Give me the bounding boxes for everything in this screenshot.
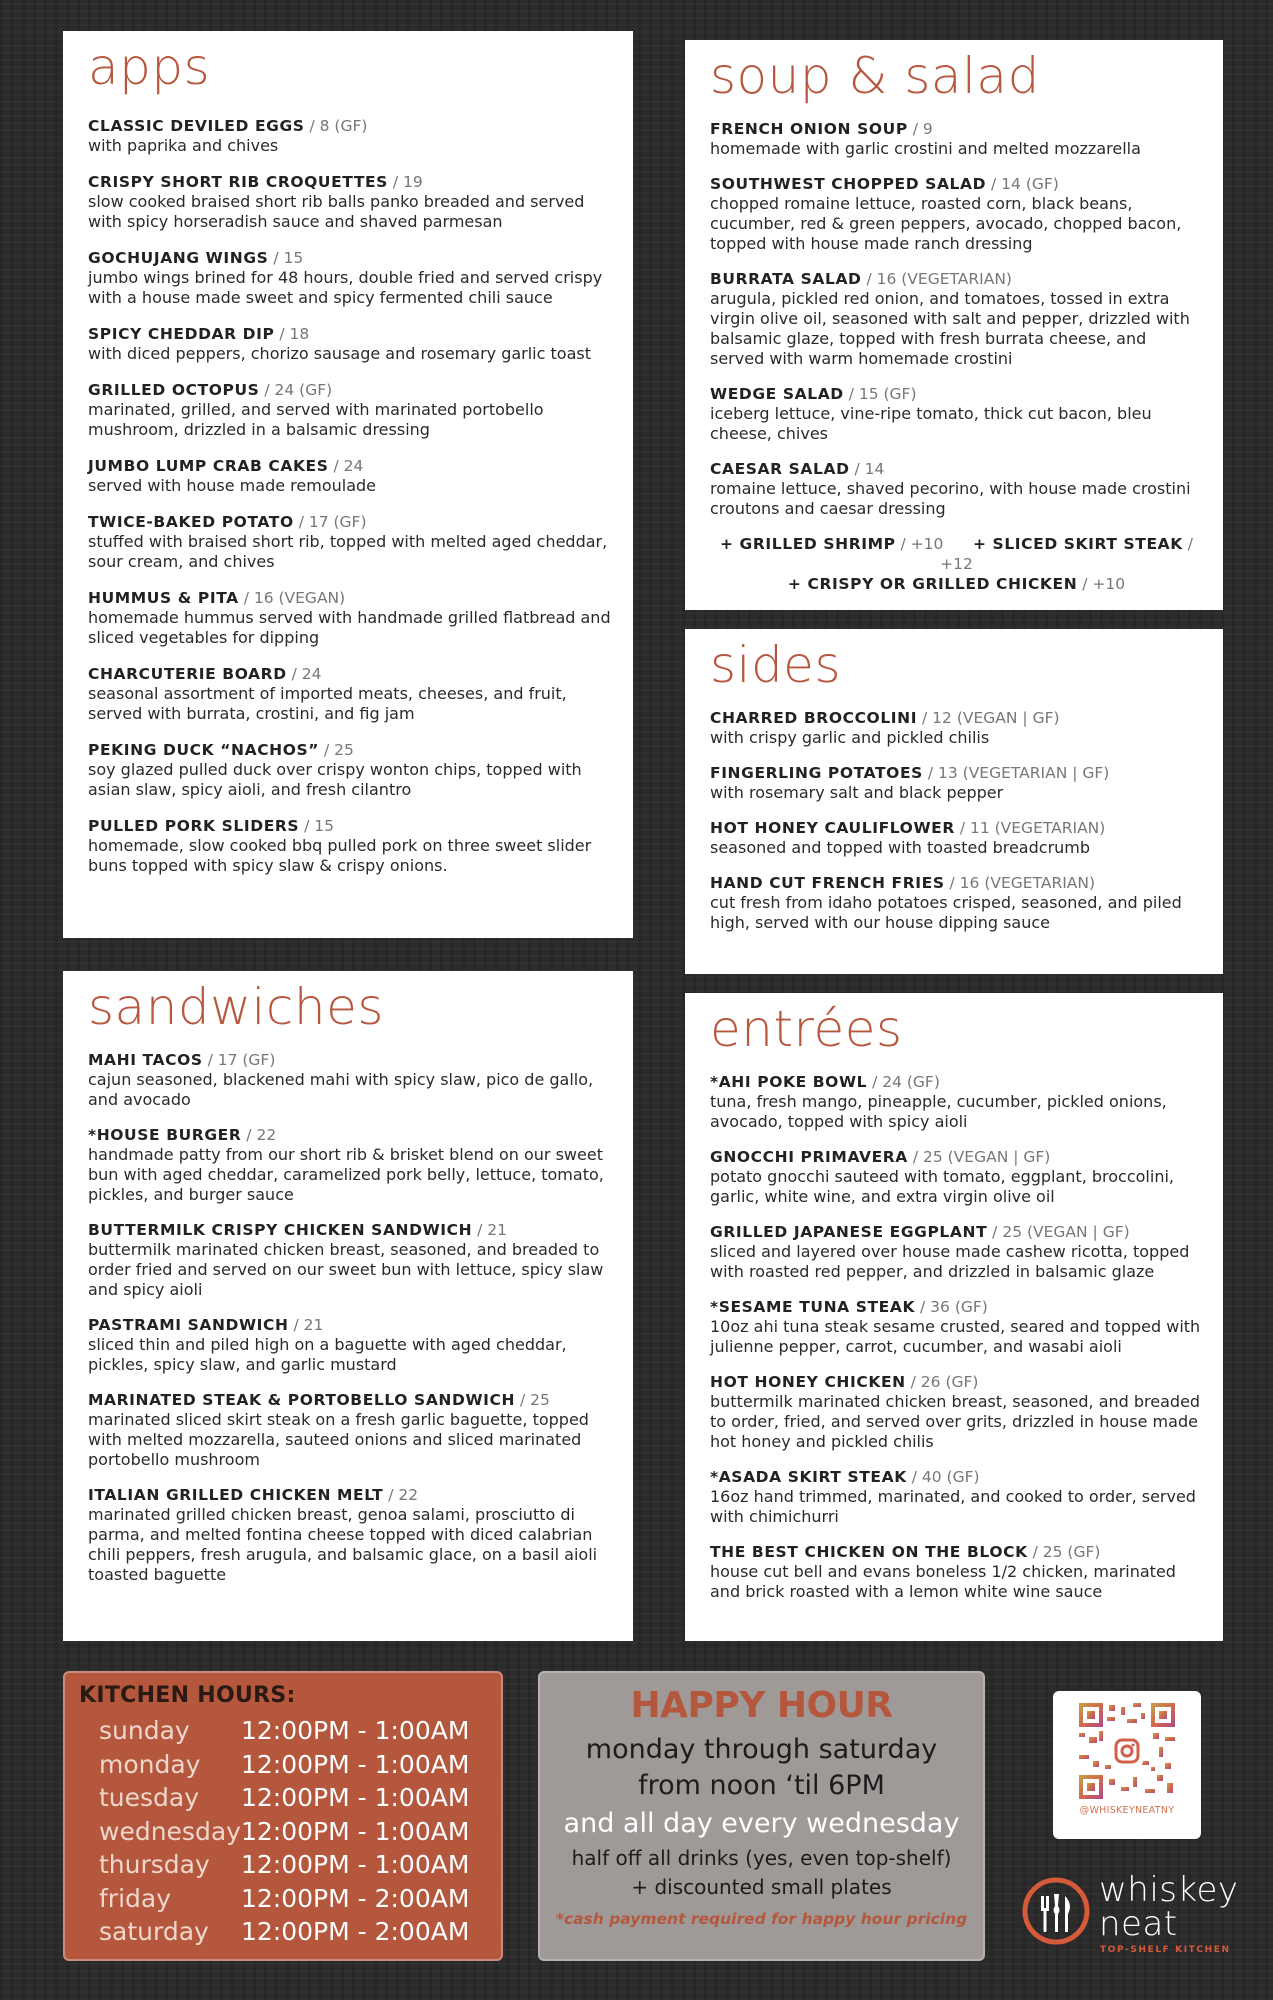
happy-hour-wednesday: and all day every wednesday bbox=[563, 1808, 960, 1839]
entrees-list bbox=[710, 1072, 1203, 1602]
kitchen-hours-time: 12:00PM - 1:00AM bbox=[241, 1850, 470, 1879]
menu-item-name: TWICE-BAKED POTATO bbox=[88, 512, 294, 531]
logo-wordmark-2: neat bbox=[1099, 1904, 1178, 1944]
logo-utensils-icon bbox=[1021, 1876, 1091, 1946]
happy-hour-title: HAPPY HOUR bbox=[630, 1685, 893, 1726]
menu-item-price: / 11 (VEGETARIAN) bbox=[954, 818, 1106, 837]
menu-item-price: / 24 (GF) bbox=[867, 1072, 940, 1091]
menu-item-description: tuna, fresh mango, pineapple, cucumber, pickled onions, avocado, topped with spicy aioli bbox=[710, 1091, 1167, 1131]
kitchen-hours-title: KITCHEN HOURS: bbox=[79, 1683, 296, 1708]
kitchen-hours-time: 12:00PM - 1:00AM bbox=[241, 1716, 470, 1745]
menu-item-price: / 16 (VEGAN) bbox=[238, 588, 346, 607]
menu-item-price: / 25 bbox=[319, 740, 354, 759]
menu-item-header bbox=[710, 1147, 1203, 1167]
menu-item-description: with rosemary salt and black pepper bbox=[710, 782, 1004, 802]
menu-item-name: HUMMUS & PITA bbox=[88, 588, 239, 607]
menu-item-description: sliced thin and piled high on a baguette with aged cheddar, pickles, spicy slaw, and garlic mustard bbox=[88, 1334, 567, 1374]
menu-item-price: / 24 bbox=[286, 664, 322, 683]
kitchen-hours-day: thursday bbox=[99, 1850, 210, 1879]
happy-hour-box bbox=[538, 1671, 985, 1961]
addon-price: / +10 bbox=[1077, 574, 1126, 593]
menu-item-name: GNOCCHI PRIMAVERA bbox=[710, 1147, 908, 1166]
menu-item-description: 16oz hand trimmed, marinated, and cooked to order, served with chimichurri bbox=[710, 1486, 1196, 1526]
menu-item-name: SOUTHWEST CHOPPED SALAD bbox=[710, 174, 987, 193]
menu-item-header bbox=[88, 1125, 613, 1145]
sides-title: sides bbox=[710, 636, 841, 694]
menu-item-price: / 25 (VEGAN | GF) bbox=[907, 1147, 1051, 1166]
kitchen-hours-list bbox=[79, 1714, 487, 1949]
happy-hour-days: monday through saturday bbox=[585, 1734, 938, 1765]
kitchen-hours-time: 12:00PM - 1:00AM bbox=[241, 1783, 470, 1812]
menu-item-price: / 9 bbox=[907, 119, 933, 138]
menu-item bbox=[88, 380, 613, 440]
menu-item-header bbox=[710, 1072, 1203, 1092]
happy-hour-time: from noon ‘til 6PM bbox=[638, 1770, 885, 1801]
kitchen-hours-row bbox=[79, 1882, 487, 1916]
menu-item-header bbox=[710, 873, 1203, 893]
menu-item-name: CRISPY SHORT RIB CROQUETTES bbox=[88, 172, 388, 191]
menu-item-header bbox=[88, 664, 613, 684]
addon-name: + GRILLED SHRIMP bbox=[719, 534, 896, 553]
menu-item bbox=[710, 1297, 1203, 1357]
sandwiches-list bbox=[88, 1050, 613, 1585]
menu-item-price: / 12 (VEGAN | GF) bbox=[917, 708, 1060, 727]
salad-addons bbox=[710, 534, 1203, 594]
menu-item-description: stuffed with braised short rib, topped with melted aged cheddar, sour cream, and chives bbox=[88, 531, 608, 571]
menu-item-price: / 15 (GF) bbox=[843, 384, 917, 403]
soup-salad-panel bbox=[685, 40, 1223, 610]
menu-item-header bbox=[88, 116, 613, 136]
menu-item-description: potato gnocchi sauteed with tomato, eggplant, broccolini, garlic, white wine, and extra virgin olive oil bbox=[710, 1166, 1174, 1206]
soup-salad-title: soup & salad bbox=[710, 47, 1040, 105]
menu-item bbox=[710, 873, 1203, 933]
menu-item-price: / 14 (GF) bbox=[986, 174, 1059, 193]
logo-wordmark-1: whiskey bbox=[1099, 1870, 1239, 1910]
menu-item-price: / 18 bbox=[274, 324, 310, 343]
menu-item-name: PULLED PORK SLIDERS bbox=[88, 816, 300, 835]
menu-item-name: FINGERLING POTATOES bbox=[710, 763, 923, 782]
menu-item-name: THE BEST CHICKEN ON THE BLOCK bbox=[710, 1542, 1028, 1561]
menu-item-header bbox=[710, 269, 1203, 289]
kitchen-hours-day: tuesday bbox=[99, 1783, 200, 1812]
menu-item bbox=[88, 1125, 613, 1205]
menu-item bbox=[88, 324, 613, 364]
menu-item-name: PEKING DUCK “NACHOS” bbox=[88, 740, 320, 759]
menu-item-header bbox=[88, 248, 613, 268]
menu-item-price: / 8 (GF) bbox=[304, 116, 368, 135]
menu-item-name: MARINATED STEAK & PORTOBELLO SANDWICH bbox=[88, 1390, 516, 1409]
kitchen-hours-time: 12:00PM - 2:00AM bbox=[241, 1883, 470, 1913]
menu-item-header bbox=[710, 1222, 1203, 1242]
menu-item bbox=[710, 1147, 1203, 1207]
menu-item-description: homemade, slow cooked bbq pulled pork on three sweet slider buns topped with spicy slaw & crispy onions. bbox=[88, 835, 592, 875]
menu-item-header bbox=[88, 1050, 613, 1070]
addon-name: + SLICED SKIRT STEAK bbox=[972, 534, 1183, 553]
menu-item-name: *SESAME TUNA STEAK bbox=[710, 1297, 916, 1316]
menu-item-description: seasonal assortment of imported meats, cheeses, and fruit, served with burrata, crostini, and fig jam bbox=[88, 683, 567, 723]
menu-item-price: / 26 (GF) bbox=[905, 1372, 979, 1391]
menu-item-price: / 24 bbox=[328, 456, 364, 475]
menu-item-price: / 25 bbox=[515, 1390, 550, 1409]
soup-salad-list bbox=[710, 119, 1203, 519]
menu-item-header bbox=[710, 708, 1203, 728]
menu-item bbox=[88, 1485, 613, 1585]
menu-item-name: JUMBO LUMP CRAB CAKES bbox=[88, 456, 329, 475]
menu-item-description: seasoned and topped with toasted breadcrumb bbox=[710, 837, 1091, 857]
menu-item-price: / 25 (VEGAN | GF) bbox=[987, 1222, 1130, 1241]
menu-item-description: with paprika and chives bbox=[88, 135, 279, 155]
menu-item bbox=[88, 512, 613, 572]
menu-item bbox=[710, 708, 1203, 748]
menu-item-description: homemade with garlic crostini and melted mozzarella bbox=[710, 138, 1141, 158]
menu-item-name: *HOUSE BURGER bbox=[88, 1125, 242, 1144]
menu-item-name: *ASADA SKIRT STEAK bbox=[710, 1467, 907, 1486]
menu-item-name: BURRATA SALAD bbox=[710, 269, 862, 288]
menu-item bbox=[88, 740, 613, 800]
menu-item-header bbox=[88, 172, 613, 192]
menu-item-name: GRILLED OCTOPUS bbox=[88, 380, 260, 399]
menu-item-description: cut fresh from idaho potatoes crisped, seasoned, and piled high, served with our house dipping sauce bbox=[710, 892, 1182, 932]
menu-item-header bbox=[710, 1372, 1203, 1392]
menu-item-description: buttermilk marinated chicken breast, seasoned, and breaded to order, fried, and served over grits, drizzled in house made hot honey and pickled chilis bbox=[710, 1391, 1201, 1451]
menu-item-description: with diced peppers, chorizo sausage and rosemary garlic toast bbox=[88, 343, 591, 363]
menu-item bbox=[88, 1315, 613, 1375]
menu-item-price: / 14 bbox=[849, 459, 885, 478]
menu-item-price: / 21 bbox=[472, 1220, 508, 1239]
menu-item-description: homemade hummus served with handmade grilled flatbread and sliced vegetables for dipping bbox=[88, 607, 611, 647]
menu-item-header bbox=[88, 740, 613, 760]
menu-item-name: HOT HONEY CAULIFLOWER bbox=[710, 818, 955, 837]
addons-row-1 bbox=[710, 534, 1203, 574]
apps-panel bbox=[63, 31, 633, 938]
menu-item-name: GOCHUJANG WINGS bbox=[88, 248, 269, 267]
menu-item-header bbox=[710, 384, 1203, 404]
menu-item bbox=[710, 384, 1203, 444]
menu-item-price: / 25 (GF) bbox=[1027, 1542, 1101, 1561]
menu-item-name: BUTTERMILK CRISPY CHICKEN SANDWICH bbox=[88, 1220, 473, 1239]
menu-item-description: arugula, pickled red onion, and tomatoes, tossed in extra virgin olive oil, seasoned with salt and pepper, drizzled with balsamic glaze, topped with fresh burrata cheese, and served with warm homemade crostini bbox=[710, 288, 1190, 368]
menu-item-price: / 13 (VEGETARIAN | GF) bbox=[922, 763, 1110, 782]
menu-item-name: *AHI POKE BOWL bbox=[710, 1072, 868, 1091]
menu-item-header bbox=[88, 1390, 613, 1410]
menu-item-header bbox=[88, 1220, 613, 1240]
menu-item-description: with crispy garlic and pickled chilis bbox=[710, 727, 990, 747]
menu-item-name: CLASSIC DEVILED EGGS bbox=[88, 116, 305, 135]
sandwiches-title: sandwiches bbox=[88, 978, 384, 1036]
happy-hour-drinks: half off all drinks (yes, even top-shelf) bbox=[571, 1846, 952, 1870]
menu-item-price: / 40 (GF) bbox=[906, 1467, 980, 1486]
menu-item-description: romaine lettuce, shaved pecorino, with house made crostini croutons and caesar dressing bbox=[710, 478, 1191, 518]
menu-item-description: served with house made remoulade bbox=[88, 475, 376, 495]
menu-item-description: handmade patty from our short rib & brisket blend on our sweet bun with aged cheddar, caramelized pork belly, lettuce, tomato, pickles, and burger sauce bbox=[88, 1144, 604, 1204]
entrees-title: entrées bbox=[710, 1000, 903, 1058]
menu-item bbox=[88, 1390, 613, 1470]
menu-item-price: / 16 (VEGETARIAN) bbox=[944, 873, 1096, 892]
sides-panel bbox=[685, 629, 1223, 974]
menu-item bbox=[710, 1542, 1203, 1602]
menu-item bbox=[710, 1467, 1203, 1527]
addon-price: / +12 bbox=[940, 534, 1194, 573]
menu-item-price: / 21 bbox=[288, 1315, 324, 1334]
menu-item-header bbox=[88, 588, 613, 608]
menu-item-header bbox=[710, 1297, 1203, 1317]
menu-item-description: marinated, grilled, and served with marinated portobello mushroom, drizzled in a balsamic dressing bbox=[88, 399, 544, 439]
kitchen-hours-row bbox=[79, 1815, 487, 1849]
menu-item-price: / 16 (VEGETARIAN) bbox=[861, 269, 1012, 288]
logo-tagline: TOP-SHELF KITCHEN bbox=[1100, 1945, 1231, 1955]
kitchen-hours-time: 12:00PM - 1:00AM bbox=[241, 1749, 470, 1779]
menu-item bbox=[710, 459, 1203, 519]
menu-item-header bbox=[88, 380, 613, 400]
menu-item-price: / 17 (GF) bbox=[202, 1050, 276, 1069]
menu-item bbox=[88, 248, 613, 308]
kitchen-hours-box bbox=[63, 1671, 503, 1961]
whiskey-neat-logo bbox=[1021, 1870, 1253, 1955]
menu-item bbox=[88, 1050, 613, 1110]
menu-item-description: cajun seasoned, blackened mahi with spicy slaw, pico de gallo, and avocado bbox=[88, 1069, 594, 1109]
menu-item-description: chopped romaine lettuce, roasted corn, black beans, cucumber, red & green peppers, avocado, chopped bacon, topped with house made ranch dressing bbox=[710, 193, 1182, 253]
menu-item-header bbox=[710, 119, 1203, 139]
addon-price: / +10 bbox=[895, 534, 944, 553]
menu-item bbox=[88, 664, 613, 724]
menu-item-price: / 22 bbox=[383, 1485, 419, 1504]
menu-item-header bbox=[88, 512, 613, 532]
happy-hour-note: *cash payment required for happy hour pricing bbox=[555, 1910, 968, 1928]
menu-item-header bbox=[710, 1542, 1203, 1562]
menu-item-description: marinated grilled chicken breast, genoa salami, prosciutto di parma, and melted fontina cheese topped with diced calabrian chili peppers, fresh arugula, and balsamic glace, on a basil aioli toasted baguette bbox=[88, 1504, 598, 1584]
menu-item-name: FRENCH ONION SOUP bbox=[710, 119, 908, 138]
menu-item-description: buttermilk marinated chicken breast, seasoned, and breaded to order fried and served on our sweet bun with lettuce, spicy slaw and spicy aioli bbox=[88, 1239, 604, 1299]
kitchen-hours-row bbox=[79, 1848, 487, 1882]
menu-item-description: jumbo wings brined for 48 hours, double fried and served crispy with a house made sweet and spicy fermented chili sauce bbox=[88, 267, 603, 307]
addon-name: + CRISPY OR GRILLED CHICKEN bbox=[787, 574, 1078, 593]
sides-list bbox=[710, 708, 1203, 933]
happy-hour-plates: + discounted small plates bbox=[631, 1875, 892, 1899]
menu-item bbox=[710, 1072, 1203, 1132]
kitchen-hours-day: friday bbox=[99, 1883, 172, 1913]
menu-item-header bbox=[710, 459, 1203, 479]
kitchen-hours-row bbox=[79, 1781, 487, 1815]
menu-item bbox=[88, 588, 613, 648]
menu-item-name: HAND CUT FRENCH FRIES bbox=[710, 873, 945, 892]
kitchen-hours-time: 12:00PM - 1:00AM bbox=[241, 1816, 470, 1846]
menu-item-price: / 17 (GF) bbox=[293, 512, 367, 531]
kitchen-hours-row bbox=[79, 1915, 487, 1949]
qr-code[interactable] bbox=[1079, 1703, 1175, 1799]
menu-item bbox=[710, 174, 1203, 254]
instagram-handle: @WHISKEYNEATNY bbox=[1079, 1805, 1175, 1816]
menu-item-header bbox=[710, 174, 1203, 194]
menu-item bbox=[88, 172, 613, 232]
kitchen-hours-time: 12:00PM - 2:00AM bbox=[241, 1917, 470, 1946]
apps-title: apps bbox=[88, 38, 211, 96]
menu-item-price: / 24 (GF) bbox=[259, 380, 333, 399]
menu-item bbox=[710, 269, 1203, 369]
menu-item-name: CHARCUTERIE BOARD bbox=[88, 664, 287, 683]
menu-item-name: PASTRAMI SANDWICH bbox=[88, 1315, 289, 1334]
menu-item-name: CAESAR SALAD bbox=[710, 459, 850, 478]
menu-item-description: 10oz ahi tuna steak sesame crusted, seared and topped with julienne pepper, carrot, cucumber, and wasabi aioli bbox=[710, 1316, 1201, 1356]
menu-item bbox=[710, 1222, 1203, 1282]
menu-item-price: / 19 bbox=[387, 172, 423, 191]
menu-item-description: slow cooked braised short rib balls panko breaded and served with spicy horseradish sauce and shaved parmesan bbox=[88, 191, 585, 231]
menu-item-header bbox=[88, 456, 613, 476]
menu-item-name: CHARRED BROCCOLINI bbox=[710, 708, 918, 727]
menu-item-price: / 15 bbox=[268, 248, 304, 267]
menu-item-name: GRILLED JAPANESE EGGPLANT bbox=[710, 1222, 988, 1241]
entrees-panel bbox=[685, 993, 1223, 1641]
kitchen-hours-day: wednesday bbox=[99, 1816, 241, 1846]
menu-item-name: WEDGE SALAD bbox=[710, 384, 844, 403]
menu-item-header bbox=[710, 1467, 1203, 1487]
kitchen-hours-day: sunday bbox=[99, 1716, 190, 1745]
menu-item-name: HOT HONEY CHICKEN bbox=[710, 1372, 906, 1391]
menu-item bbox=[710, 818, 1203, 858]
menu-item bbox=[710, 1372, 1203, 1452]
menu-item bbox=[710, 763, 1203, 803]
menu-item-header bbox=[88, 324, 613, 344]
kitchen-hours-day: monday bbox=[99, 1749, 201, 1779]
apps-list bbox=[88, 116, 613, 876]
kitchen-hours-row bbox=[79, 1714, 487, 1748]
menu-item bbox=[88, 116, 613, 156]
menu-item-price: / 15 bbox=[299, 816, 335, 835]
menu-item-header bbox=[88, 1485, 613, 1505]
sandwiches-panel bbox=[63, 971, 633, 1641]
menu-item-name: SPICY CHEDDAR DIP bbox=[88, 324, 275, 343]
kitchen-hours-day: saturday bbox=[99, 1917, 209, 1946]
menu-item-header bbox=[710, 763, 1203, 783]
menu-item-description: marinated sliced skirt steak on a fresh garlic baguette, topped with melted mozzarella, sauteed onions and sliced marinated portobello mushroom bbox=[88, 1409, 589, 1469]
menu-item-price: / 22 bbox=[241, 1125, 277, 1144]
menu-item bbox=[88, 816, 613, 876]
menu-item-description: soy glazed pulled duck over crispy wonton chips, topped with asian slaw, spicy aioli, and fresh cilantro bbox=[88, 759, 582, 799]
menu-item-header bbox=[88, 1315, 613, 1335]
menu-item bbox=[88, 1220, 613, 1300]
menu-item-header bbox=[88, 816, 613, 836]
menu-item-description: sliced and layered over house made cashew ricotta, topped with roasted red pepper, and drizzled in balsamic glaze bbox=[710, 1241, 1190, 1281]
menu-item-price: / 36 (GF) bbox=[915, 1297, 988, 1316]
menu-item-name: MAHI TACOS bbox=[88, 1050, 203, 1069]
menu-item-description: house cut bell and evans boneless 1/2 chicken, marinated and brick roasted with a lemon white wine sauce bbox=[710, 1561, 1176, 1601]
qr-card[interactable] bbox=[1053, 1691, 1201, 1839]
menu-item bbox=[88, 456, 613, 496]
menu-item-description: iceberg lettuce, vine-ripe tomato, thick cut bacon, bleu cheese, chives bbox=[710, 403, 1152, 443]
addons-row-2 bbox=[710, 574, 1203, 594]
menu-item-name: ITALIAN GRILLED CHICKEN MELT bbox=[88, 1485, 384, 1504]
kitchen-hours-row bbox=[79, 1748, 487, 1782]
menu-item bbox=[710, 119, 1203, 159]
menu-item-header bbox=[710, 818, 1203, 838]
